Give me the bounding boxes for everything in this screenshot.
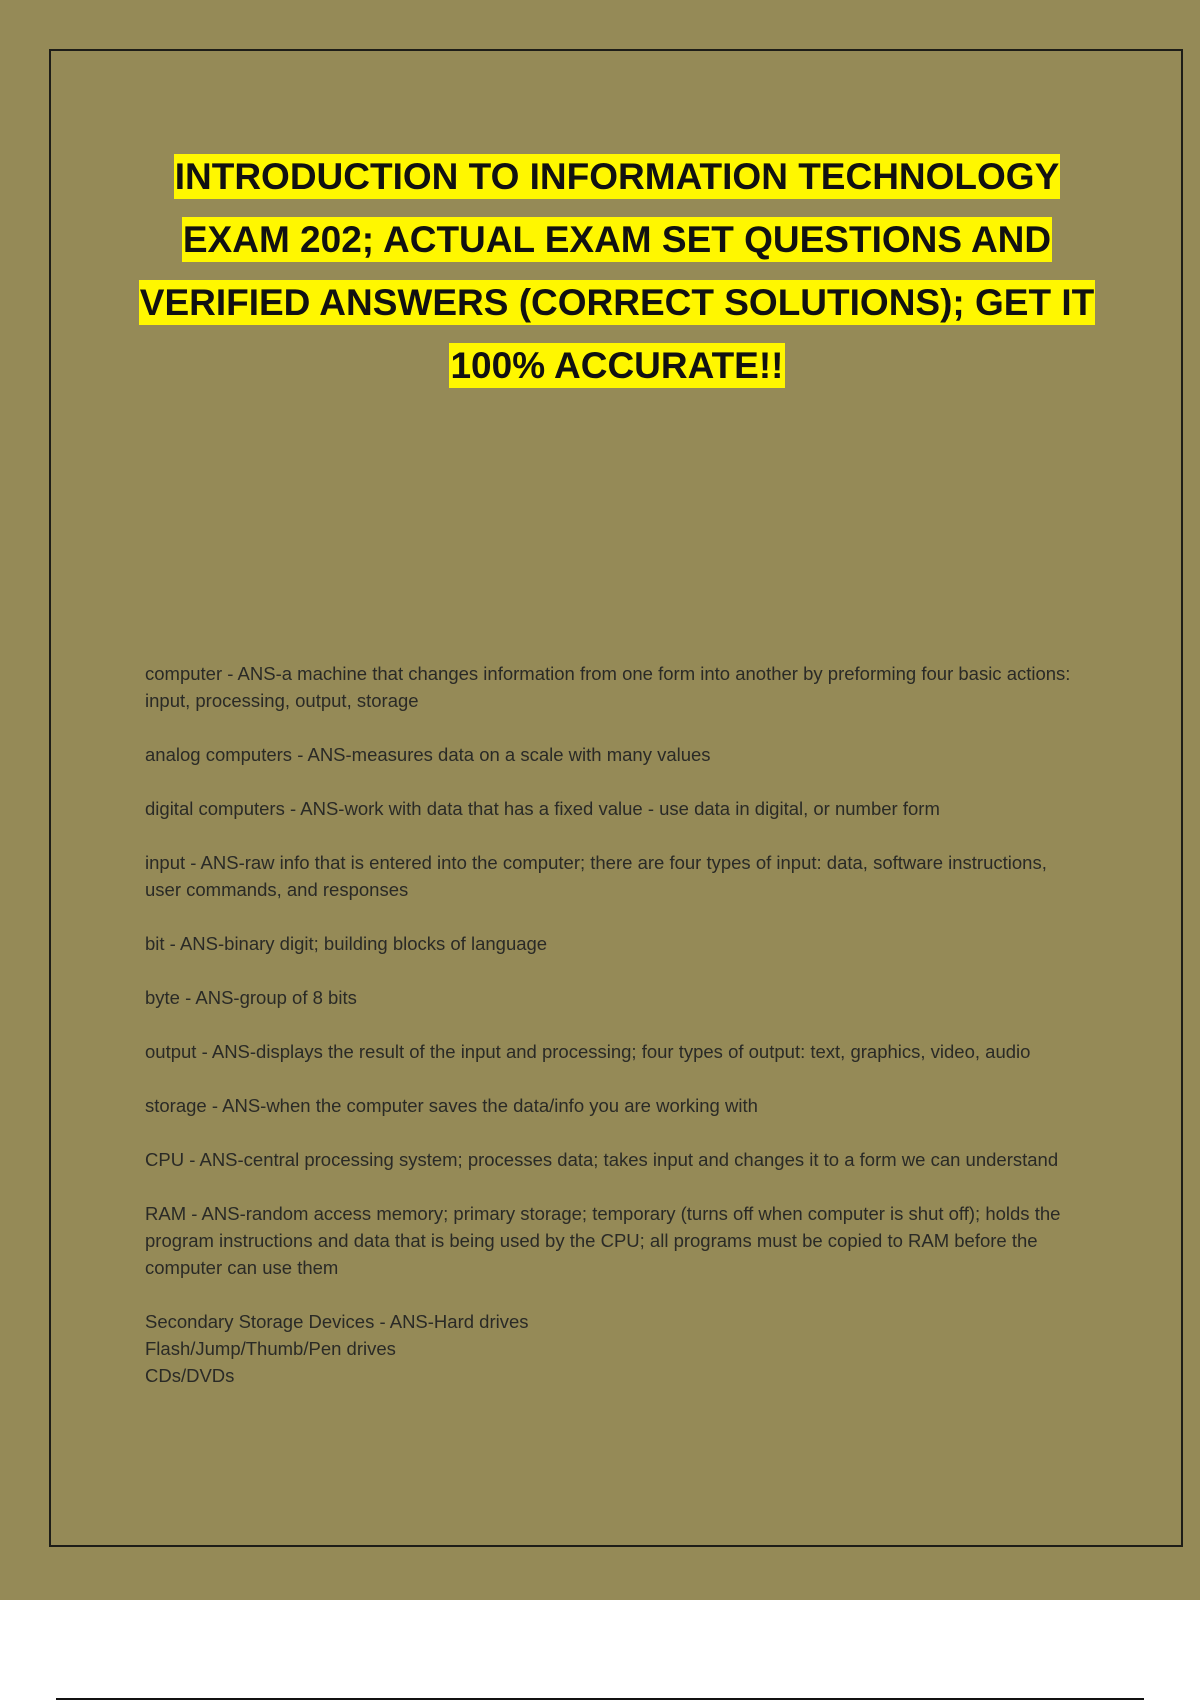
qa-entry: digital computers - ANS-work with data that has a fixed value - use data in digital, or number form xyxy=(145,798,940,819)
title-highlight: INTRODUCTION TO INFORMATION TECHNOLOGY EXAM 202; ACTUAL EXAM SET QUESTIONS AND VERIFIED ANSWERS (CORRECT SOLUTIONS); GET IT 100% ACCURATE!! xyxy=(139,156,1095,386)
qa-list xyxy=(145,660,1080,1416)
qa-entry: analog computers - ANS-measures data on a scale with many values xyxy=(145,744,711,765)
qa-entry: output - ANS-displays the result of the input and processing; four types of output: text, graphics, video, audio xyxy=(145,1041,1031,1062)
qa-entry: input - ANS-raw info that is entered into the computer; there are four types of input: data, software instructions, user commands, and responses xyxy=(145,852,1047,900)
qa-entry: byte - ANS-group of 8 bits xyxy=(145,987,357,1008)
qa-entry: RAM - ANS-random access memory; primary storage; temporary (turns off when computer is shut off); holds the program instructions and data that is being used by the CPU; all programs must be copied to RAM before the computer can use them xyxy=(145,1203,1061,1278)
qa-entry: bit - ANS-binary digit; building blocks of language xyxy=(145,933,548,954)
document-title xyxy=(130,145,1104,397)
qa-entry: Secondary Storage Devices - ANS-Hard drives Flash/Jump/Thumb/Pen drives CDs/DVDs xyxy=(145,1311,529,1386)
qa-entry: CPU - ANS-central processing system; processes data; takes input and changes it to a form we can understand xyxy=(145,1149,1059,1170)
qa-entry: computer - ANS-a machine that changes information from one form into another by preforming four basic actions: input, processing, output, storage xyxy=(145,663,1071,711)
qa-entry: storage - ANS-when the computer saves the data/info you are working with xyxy=(145,1095,758,1116)
